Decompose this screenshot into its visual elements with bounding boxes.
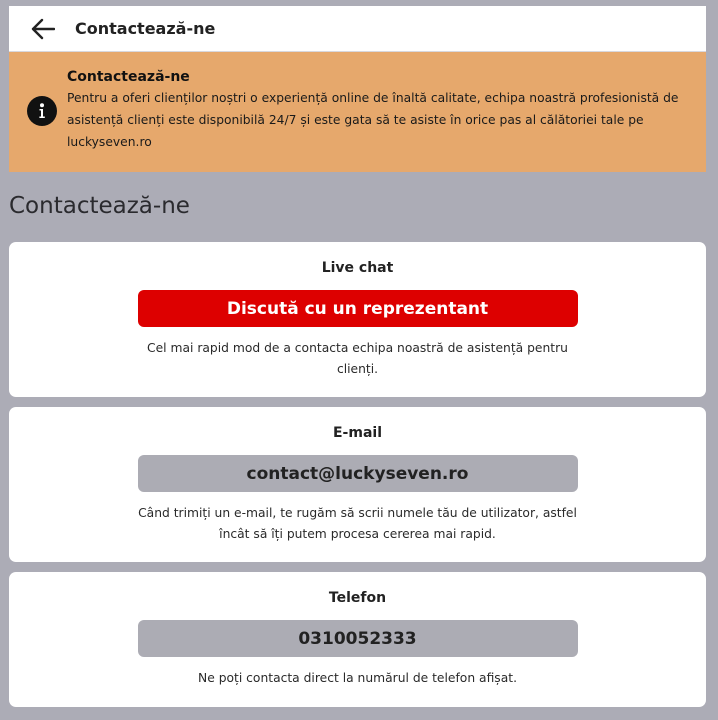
contact-page xyxy=(9,6,706,707)
back-button[interactable] xyxy=(29,15,57,43)
email-title: E-mail xyxy=(332,425,382,441)
arrow-left-icon xyxy=(31,18,55,40)
notice-content xyxy=(67,69,686,153)
email-description: Când trimiți un e-mail, te rugăm să scrii numele tău de utilizator, astfel încât să îți putem procesa cererea mai rapid. xyxy=(138,506,577,541)
top-bar xyxy=(9,6,706,52)
email-card xyxy=(9,407,706,562)
notice-body: Pentru a oferi clienților noștri o experiență online de înaltă calitate, echipa noastră profesionistă de asistență clienți este disponibilă 24/7 și este gata să te asiste în orice pas al călătoriei tale pe luckyseven.ro xyxy=(67,91,679,149)
info-notice xyxy=(9,52,706,172)
phone-description: Ne poți contacta direct la numărul de telefon afișat. xyxy=(198,671,517,685)
phone-card xyxy=(9,572,706,707)
live-chat-card xyxy=(9,242,706,397)
live-chat-title: Live chat xyxy=(321,260,394,276)
notice-title: Contactează-ne xyxy=(67,69,190,85)
page-title: Contactează-ne xyxy=(9,193,190,219)
start-chat-button[interactable]: Discută cu un reprezentant xyxy=(138,290,578,327)
live-chat-description: Cel mai rapid mod de a contacta echipa noastră de asistență pentru clienți. xyxy=(147,341,568,376)
phone-title: Telefon xyxy=(328,590,387,606)
header-title: Contactează-ne xyxy=(75,19,216,38)
phone-number-button[interactable]: 0310052333 xyxy=(138,620,578,657)
email-address-button[interactable]: contact@luckyseven.ro xyxy=(138,455,578,492)
info-icon xyxy=(27,96,57,126)
